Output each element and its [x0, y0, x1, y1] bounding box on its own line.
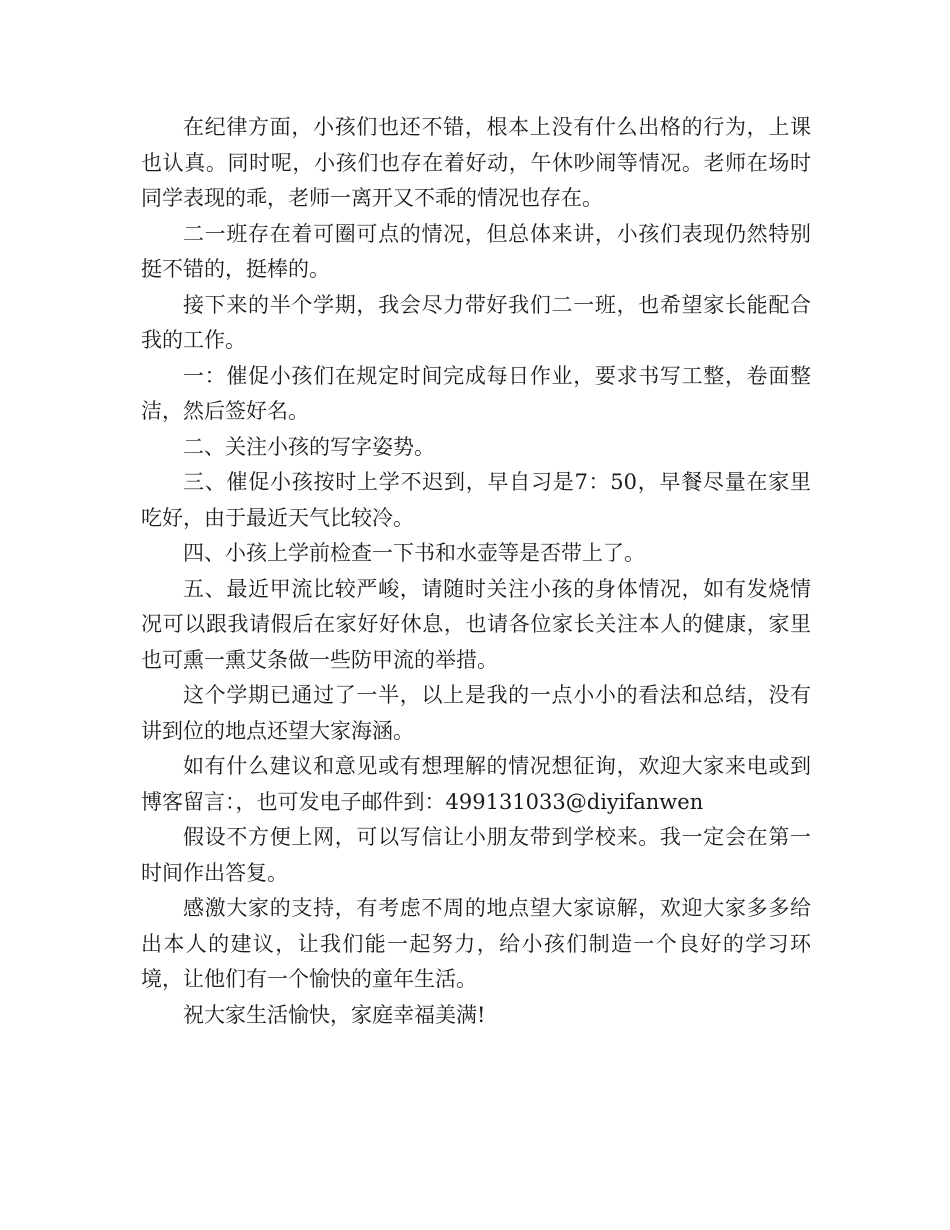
- document-body: [141, 110, 811, 1033]
- paragraph-item-4-check-bag: 四、小孩上学前检查一下书和水壶等是否带上了。: [183, 541, 645, 565]
- paragraph-next-half-term: 接下来的半个学期，我会尽力带好我们二一班，也希望家长能配合我的工作。: [141, 292, 811, 352]
- paragraph-item-3-punctuality: 三、催促小孩按时上学不迟到，早自习是7：50，早餐尽量在家里吃好，由于最近天气比较冷。: [141, 470, 811, 530]
- paragraph-contact: 如有什么建议和意见或有想理解的情况想征询，欢迎大家来电或到博客留言：，也可发电子邮件到：499131033@diyifanwen: [141, 754, 811, 814]
- paragraph-class-summary: 二一班存在着可圈可点的情况，但总体来讲，小孩们表现仍然特别挺不错的，挺棒的。: [141, 221, 811, 281]
- paragraph-item-5-health: 五、最近甲流比较严峻，请随时关注小孩的身体情况，如有发烧情况可以跟我请假后在家好好休息，也请各位家长关注本人的健康，家里也可熏一熏艾条做一些防甲流的举措。: [141, 576, 811, 672]
- paragraph-discipline: 在纪律方面，小孩们也还不错，根本上没有什么出格的行为，上课也认真。同时呢，小孩们也存在着好动，午休吵闹等情况。老师在场时同学表现的乖，老师一离开又不乖的情况也存在。: [141, 115, 811, 210]
- paragraph-term-review: 这个学期已通过了一半，以上是我的一点小小的看法和总结，没有讲到位的地点还望大家海涵。: [141, 683, 811, 743]
- paragraph-item-1-homework: 一：催促小孩们在规定时间完成每日作业，要求书写工整，卷面整洁，然后签好名。: [141, 363, 811, 423]
- paragraph-letter-option: 假设不方便上网，可以写信让小朋友带到学校来。我一定会在第一时间作出答复。: [141, 825, 811, 885]
- paragraph-closing-wish: 祝大家生活愉快，家庭幸福美满!: [183, 1002, 486, 1027]
- paragraph-thanks: 感激大家的支持，有考虑不周的地点望大家谅解，欢迎大家多多给出本人的建议，让我们能一起努力，给小孩们制造一个良好的学习环境，让他们有一个愉快的童年生活。: [141, 896, 811, 991]
- paragraph-item-2-posture: 二、关注小孩的写字姿势。: [183, 434, 435, 459]
